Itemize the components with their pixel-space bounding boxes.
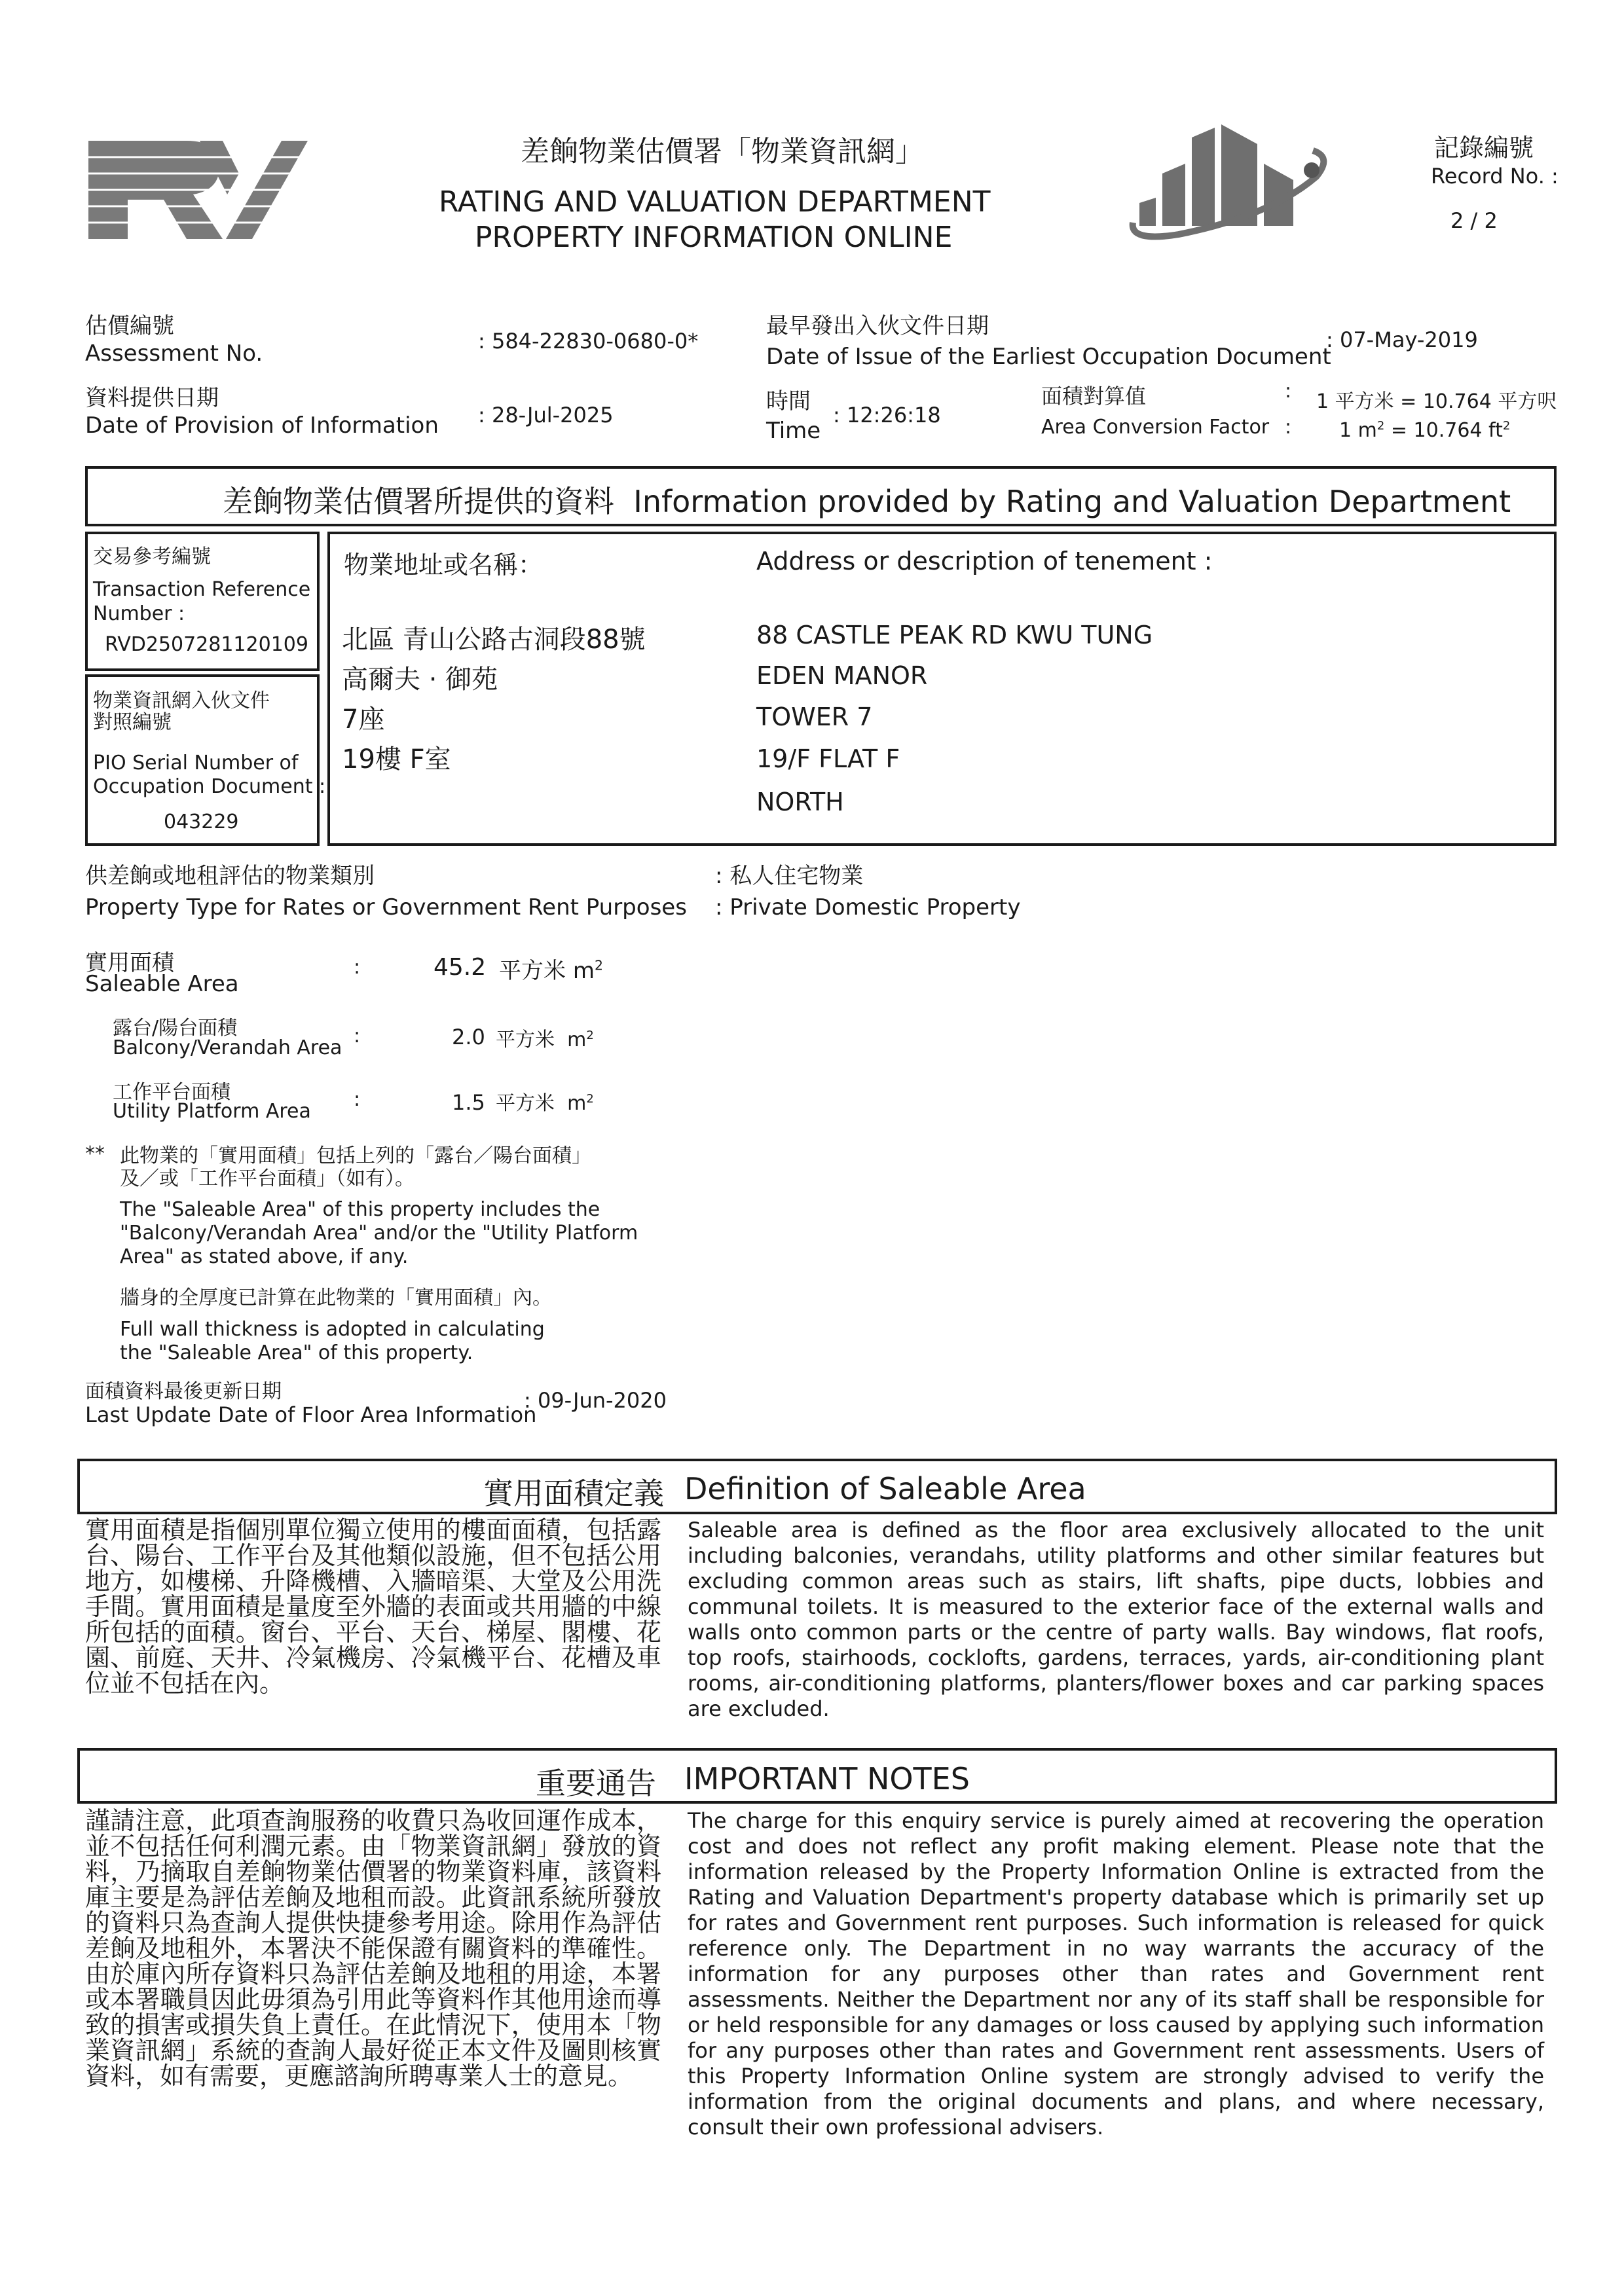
note1-zh-line-2: 及／或「工作平台面積」（如有）。 bbox=[120, 1167, 415, 1190]
property-type-label-zh: 供差餉或地租評估的物業類別 bbox=[85, 863, 375, 889]
address-label-zh: 物業地址或名稱： bbox=[344, 551, 544, 579]
note1-en-line-3: Area" as stated above, if any. bbox=[120, 1245, 409, 1268]
conversion-line-2: 1 $m^2 = 10.764$ $ft^2$ bbox=[1339, 419, 1511, 442]
utility-area-label-zh: 工作平台面積 bbox=[113, 1081, 231, 1104]
address-zh-line-2: 高爾夫 · 御苑 bbox=[342, 665, 498, 695]
balcony-area-colon: : bbox=[354, 1025, 361, 1048]
address-label-en: Address or description of tenement : bbox=[756, 547, 1213, 575]
note1-en-line-2: "Balcony/Verandah Area" and/or the "Utility Platform bbox=[120, 1222, 638, 1245]
saleable-area-value: 45.2 bbox=[434, 954, 487, 981]
important-banner-en: IMPORTANT NOTES bbox=[684, 1761, 970, 1796]
occupation-value: : 07-May-2019 bbox=[1326, 327, 1478, 352]
provision-label-en: Date of Provision of Information bbox=[85, 412, 439, 439]
record-no-label-en: Record No. : bbox=[1431, 164, 1559, 189]
saleable-area-unit: 平方米 $m^2$ bbox=[499, 957, 603, 984]
last-update-label-en: Last Update Date of Floor Area Information bbox=[85, 1402, 537, 1427]
balcony-area-label-zh: 露台/陽台面積 bbox=[113, 1017, 238, 1040]
header-title-en-2: PROPERTY INFORMATION ONLINE bbox=[475, 221, 953, 254]
note2-zh: 牆身的全厚度已計算在此物業的「實用面積」內。 bbox=[120, 1286, 552, 1309]
note1-en-line-1: The "Saleable Area" of this property includes the bbox=[120, 1198, 600, 1221]
info-banner-text: 差餉物業估價署所提供的資料 Information provided by Rating and Valuation Department bbox=[223, 484, 1511, 519]
address-en-line-2: EDEN MANOR bbox=[756, 661, 928, 690]
address-en-line-4: 19/F FLAT F bbox=[756, 744, 900, 773]
important-banner-zh: 重要通告 bbox=[536, 1766, 656, 1801]
conversion-line-1: 1 平方米 = 10.764 平方呎 bbox=[1316, 390, 1557, 413]
conversion-label-zh: 面積對算值 bbox=[1041, 384, 1147, 409]
header-title-en-1: RATING AND VALUATION DEPARTMENT bbox=[439, 185, 991, 219]
important-text-zh: 謹請注意，此項查詢服務的收費只為收回運作成本，並不包括任何利潤元素。由「物業資訊網」發放的資料，乃摘取自差餉物業估價署的物業資料庫，該資料庫主要是為評估差餉及地租而設。此資訊系統所發放的資料只為查詢人提供快捷參考用途。除用作為評估差餉及地租外，本署決不能保證有關資料的準確性。由於庫內所存資料只為評估差餉及地租的用途，本署或本署職員因此毋須為引用此等資料作其他用途而導致的損害或損失負上責任。在此情況下，使用本「物業資訊網」系統的查詢人最好從正本文件及圖則核實資料，如有需要，更應諮詢所聘專業人士的意見。 bbox=[85, 1806, 661, 2090]
occupation-label-en: Date of Issue of the Earliest Occupation Document bbox=[766, 344, 1331, 370]
rv-logo bbox=[88, 134, 308, 242]
assessment-value: : 584-22830-0680-0* bbox=[478, 329, 699, 354]
pio-serial-number: 043229 bbox=[164, 811, 239, 833]
transaction-label-en-2: Number : bbox=[93, 602, 185, 625]
definition-text-zh: 實用面積是指個別單位獨立使用的樓面面積，包括露台、陽台、工作平台及其他類似設施，但不包括公用地方，如樓梯、升降機槽、入牆暗渠、大堂及公用洗手間。實用面積是量度至外牆的表面或共用牆的中線所包括的面積。窗台、平台、天台、梯屋、閣樓、花園、前庭、天井、冷氣機房、冷氣機平台、花槽及車位並不包括在內。 bbox=[85, 1516, 661, 1698]
conversion-label-en: Area Conversion Factor bbox=[1041, 416, 1270, 439]
pio-logo bbox=[1126, 118, 1342, 246]
balcony-area-label-en: Balcony/Verandah Area bbox=[113, 1036, 342, 1059]
assessment-label-zh: 估價編號 bbox=[85, 313, 174, 339]
utility-area-label-en: Utility Platform Area bbox=[113, 1100, 311, 1123]
transaction-number: RVD2507281120109 bbox=[105, 633, 308, 656]
address-zh-line-3: 7座 bbox=[342, 704, 385, 735]
utility-area-colon: : bbox=[354, 1088, 361, 1111]
note2-en-line-2: the "Saleable Area" of this property. bbox=[120, 1341, 473, 1364]
property-type-value-zh: : 私人住宅物業 bbox=[715, 863, 864, 889]
definition-text-en: Saleable area is defined as the floor area exclusively allocated to the unit including balconies, verandahs, utility platforms and other similar features but excluding common areas such as stairs, lift shafts, pipe ducts, lobbies and communal toilets. It is measured to the exterior face of the external walls and walls onto common parts or the centre of party walls. Bay windows, flat roofs, top roofs, stairhoods, cocklofts, gardens, terraces, yards, air-conditioning plant rooms, air-conditioning platforms, planters/flower boxes and car parking spaces are excluded. bbox=[688, 1518, 1544, 1721]
address-zh-line-1: 北區 青山公路古洞段88號 bbox=[342, 625, 646, 655]
conversion-colon-2: : bbox=[1285, 416, 1292, 439]
last-update-label-zh: 面積資料最後更新日期 bbox=[85, 1380, 282, 1403]
utility-area-value: 1.5 bbox=[452, 1090, 485, 1115]
transaction-label-zh: 交易參考編號 bbox=[93, 545, 211, 568]
time-value: : 12:26:18 bbox=[833, 403, 941, 428]
address-en-line-3: TOWER 7 bbox=[756, 702, 873, 731]
address-zh-line-4: 19樓 F室 bbox=[342, 744, 451, 774]
header-title-zh: 差餉物業估價署「物業資訊網」 bbox=[521, 135, 924, 168]
definition-banner-zh: 實用面積定義 bbox=[483, 1476, 664, 1511]
utility-area-unit: 平方米 $m^2$ bbox=[496, 1092, 594, 1115]
balcony-area-unit: 平方米 $m^2$ bbox=[496, 1029, 594, 1051]
saleable-area-label-zh: 實用面積 bbox=[85, 950, 174, 976]
saleable-area-label-en: Saleable Area bbox=[85, 971, 239, 997]
last-update-value: : 09-Jun-2020 bbox=[524, 1388, 667, 1413]
transaction-label-en-1: Transaction Reference bbox=[93, 578, 311, 601]
occupation-label-zh: 最早發出入伙文件日期 bbox=[766, 313, 989, 339]
note-asterisks: ** bbox=[85, 1142, 105, 1165]
address-en-line-5: NORTH bbox=[756, 788, 844, 816]
note1-zh-line-1: 此物業的「實用面積」包括上列的「露台／陽台面積」 bbox=[120, 1144, 591, 1167]
note2-en-line-1: Full wall thickness is adopted in calculating bbox=[120, 1318, 545, 1341]
record-no-value: 2 / 2 bbox=[1450, 208, 1498, 233]
record-no-label-zh: 記錄編號 bbox=[1434, 134, 1534, 162]
property-type-label-en: Property Type for Rates or Government Rent Purposes bbox=[85, 894, 687, 920]
balcony-area-value: 2.0 bbox=[452, 1025, 485, 1049]
address-en-line-1: 88 CASTLE PEAK RD KWU TUNG bbox=[756, 621, 1153, 649]
pio-label-en-2: Occupation Document : bbox=[93, 775, 326, 798]
pio-label-zh-2: 對照編號 bbox=[93, 711, 172, 734]
provision-label-zh: 資料提供日期 bbox=[85, 385, 219, 411]
provision-value: : 28-Jul-2025 bbox=[478, 403, 614, 428]
pio-label-en-1: PIO Serial Number of bbox=[93, 752, 299, 774]
saleable-area-colon: : bbox=[354, 956, 361, 979]
assessment-label-en: Assessment No. bbox=[85, 340, 263, 367]
conversion-colon-1: : bbox=[1285, 380, 1292, 403]
important-text-en: The charge for this enquiry service is purely aimed at recovering the operation cost and does not reflect any profit making element. Please note that the information released by the Property Information Online is extracted from the Rating and Valuation Department's property database which is primarily set up for rates and Government rent purposes. Such information is released for quick reference only. The Department in no way warrants the accuracy of the information for any purposes other than rates and Government rent assessments. Neither the Department nor any of its staff shall be responsible for or held responsible for any damages or loss caused by applying such information for any purposes other than rates and Government rent assessments. Users of this Property Information Online system are strongly advised to verify the information from the original documents and plans, and where necessary, consult their own professional advisers. bbox=[688, 1808, 1544, 2140]
time-label-zh: 時間 bbox=[766, 388, 811, 414]
pio-label-zh-1: 物業資訊網入伙文件 bbox=[93, 689, 270, 712]
definition-banner-en: Definition of Saleable Area bbox=[684, 1471, 1086, 1506]
time-label-en: Time bbox=[766, 418, 821, 444]
property-type-value-en: : Private Domestic Property bbox=[715, 894, 1021, 920]
